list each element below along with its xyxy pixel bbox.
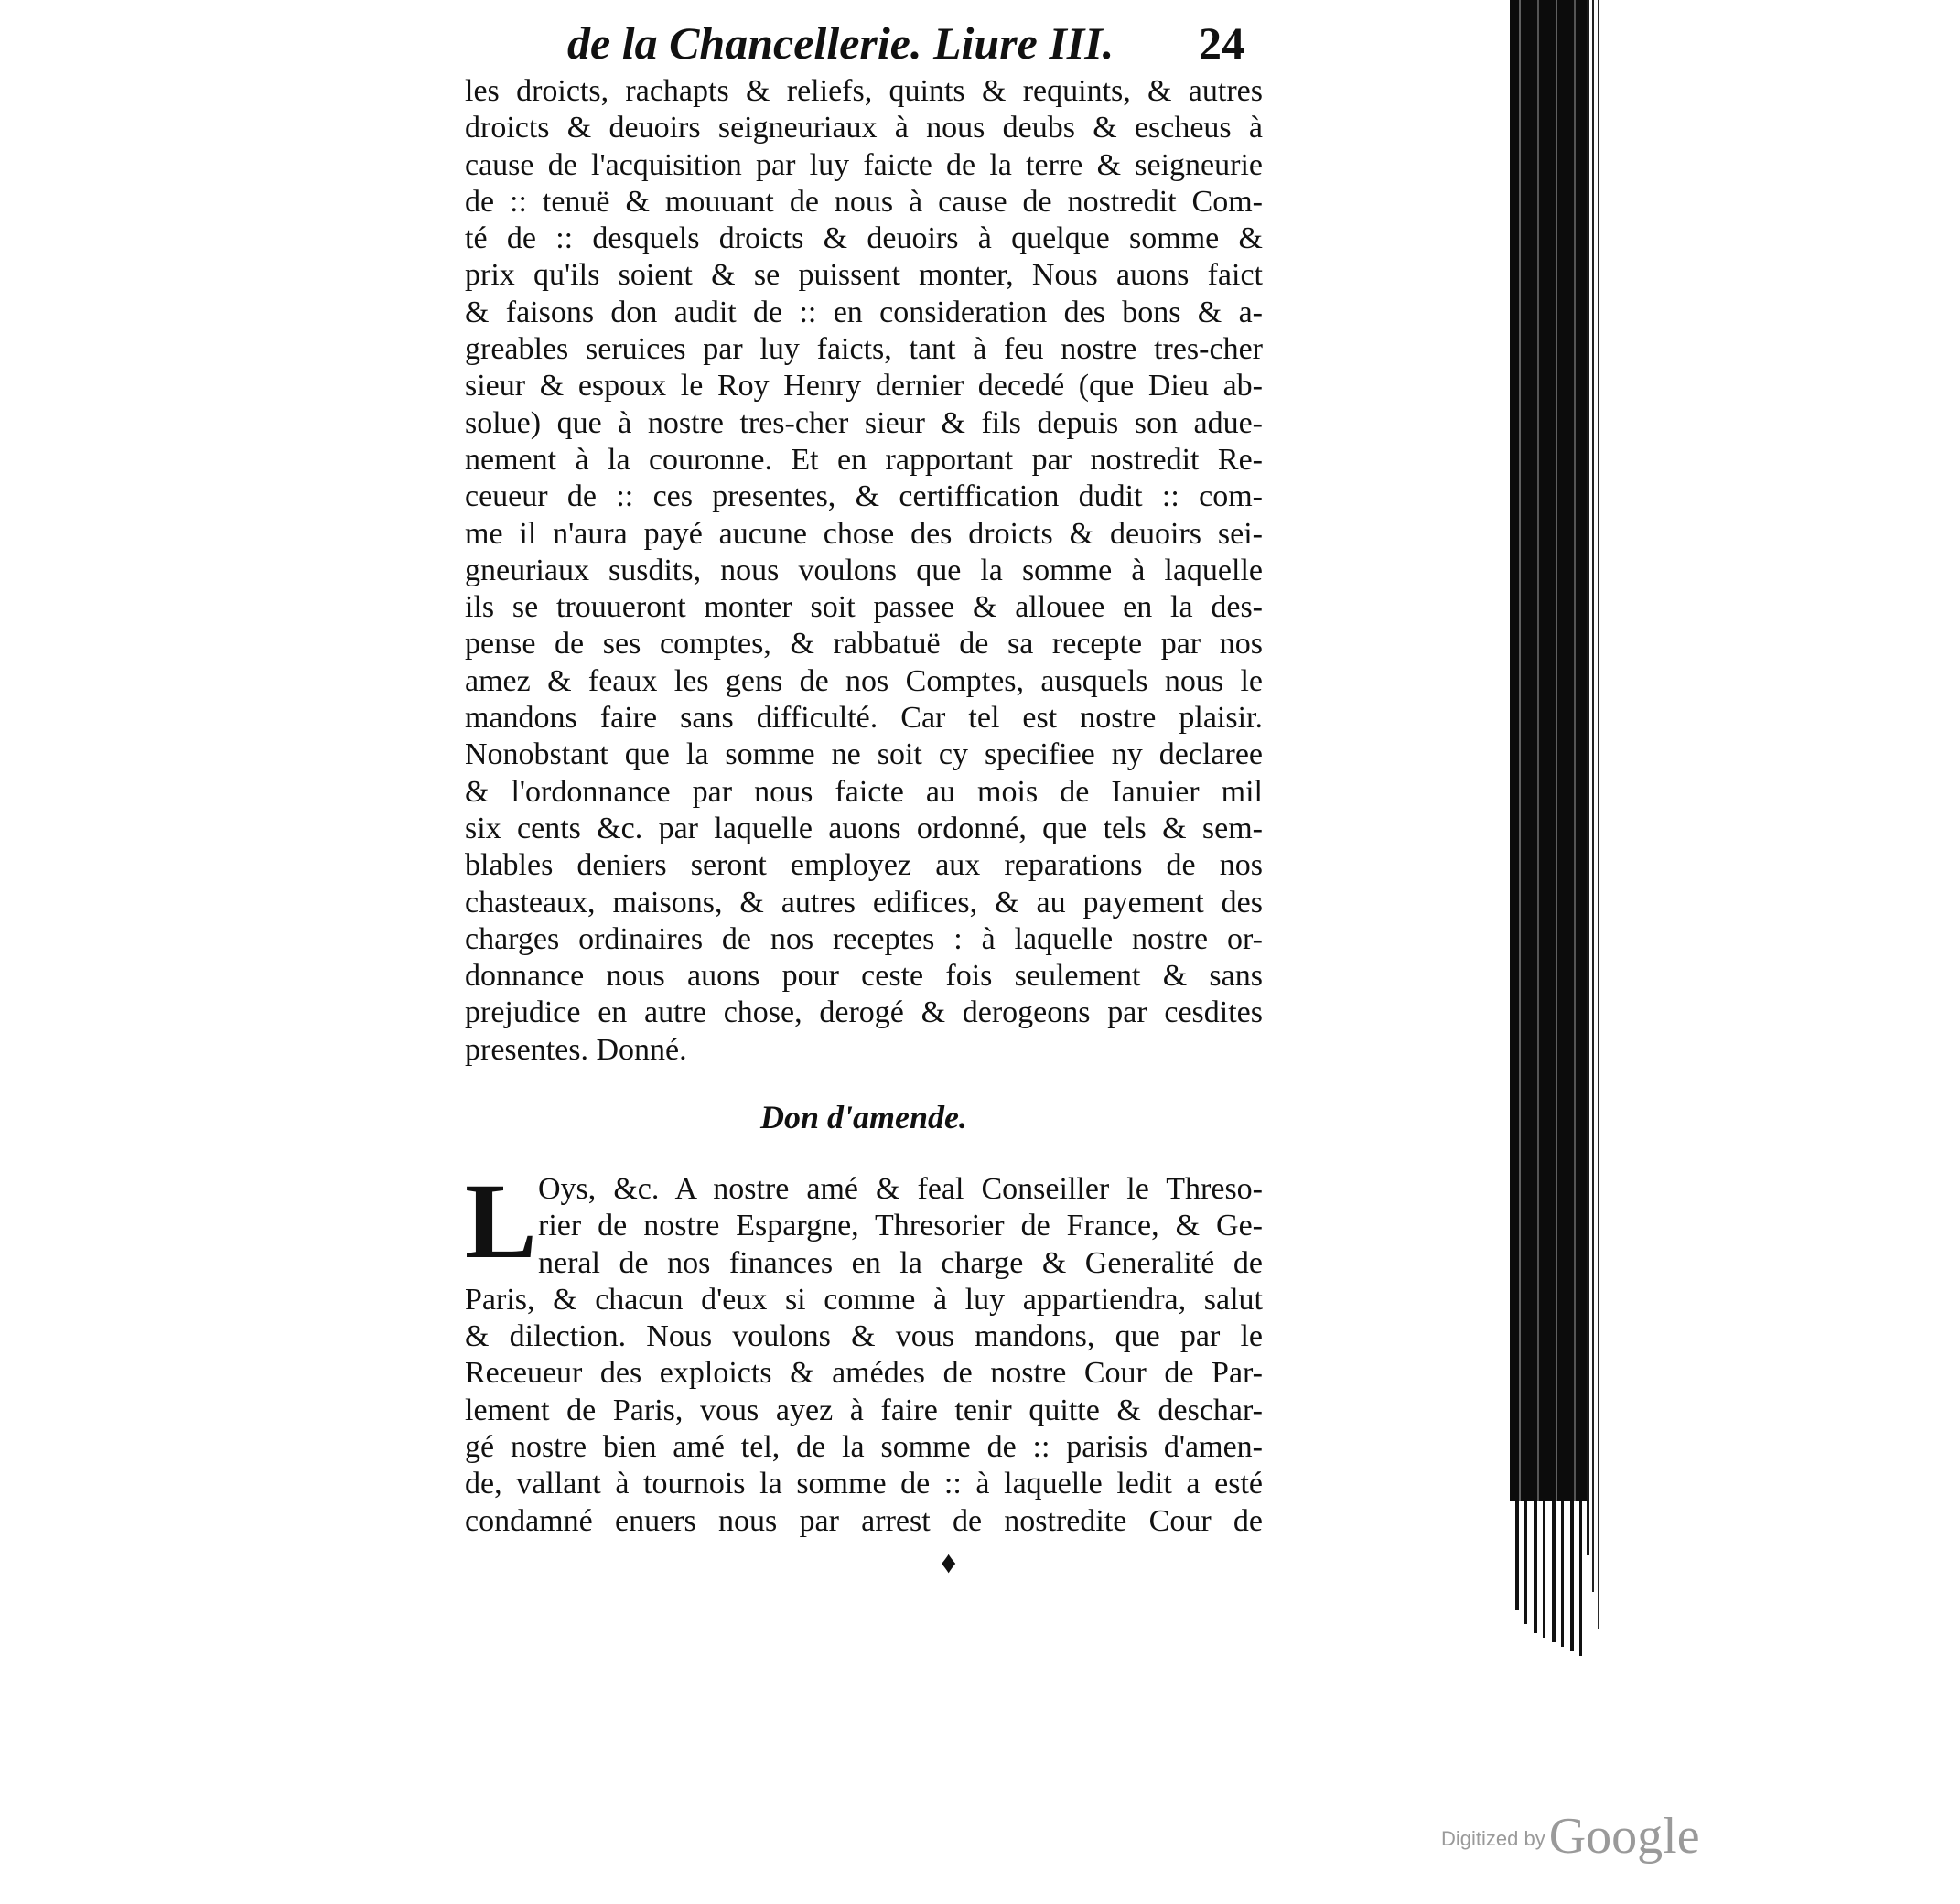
- text-line: nement à la couronne. Et en rapportant par nostredit Re-: [465, 442, 1263, 477]
- text-line: Paris, & chacun d'eux si comme à luy appartiendra, salut: [465, 1282, 1263, 1317]
- text-line: prix qu'ils soient & se puissent monter, Nous auons faict: [465, 258, 1263, 293]
- text-line: charges ordinaires de nos receptes : à laquelle nostre or-: [465, 921, 1263, 956]
- running-title: de la Chancellerie. Liure III.: [567, 17, 1115, 69]
- text-line: cause de l'acquisition par luy faicte de la terre & seigneurie: [465, 147, 1263, 182]
- text-line: ceueur de :: ces presentes, & certiffication dudit :: com-: [465, 479, 1263, 514]
- main-text-block: [465, 73, 1263, 1069]
- text-line: ils se trouueront monter soit passee & allouee en la des-: [465, 590, 1263, 625]
- indented-lines: [538, 1171, 1263, 1282]
- text-line: les droicts, rachapts & reliefs, quints & requints, & autres: [465, 74, 1263, 108]
- watermark-prefix: Digitized by: [1441, 1827, 1545, 1850]
- text-line: six cents &c. par laquelle auons ordonné, que tels & sem-: [465, 811, 1263, 845]
- text-line: neral de nos finances en la charge & Generalité de: [538, 1245, 1263, 1280]
- text-line: Nonobstant que la somme ne soit cy specifiee ny declaree: [465, 737, 1263, 772]
- text-line: gneuriaux susdits, nous voulons que la somme à laquelle: [465, 553, 1263, 587]
- text-line: droicts & deuoirs seigneuriaux à nous deubs & escheus à: [465, 111, 1263, 145]
- text-line: chasteaux, maisons, & autres edifices, & au payement des: [465, 885, 1263, 920]
- text-line: de :: tenuë & mouuant de nous à cause de nostredit Com-: [465, 184, 1263, 219]
- drop-cap: L: [465, 1161, 537, 1281]
- text-line: & faisons don audit de :: en consideration des bons & a-: [465, 295, 1263, 329]
- text-line: té de :: desquels droicts & deuoirs à quelque somme &: [465, 221, 1263, 256]
- page-edge-shadow: [1510, 0, 1629, 1656]
- catchword-ornament: ♦: [941, 1546, 957, 1580]
- text-line: pense de ses comptes, & rabbatuë de sa recepte par nos: [465, 627, 1263, 662]
- page-number: 24: [1199, 17, 1244, 69]
- text-line: blables deniers seront employez aux reparations de nos: [465, 848, 1263, 883]
- text-line: donnance nous auons pour ceste fois seulement & sans: [465, 959, 1263, 994]
- text-line: sieur & espoux le Roy Henry dernier decedé (que Dieu ab-: [465, 369, 1263, 403]
- text-line: prejudice en autre chose, derogé & derogeons par cesdites: [465, 995, 1263, 1030]
- section-title: Don d'amende.: [759, 1099, 967, 1135]
- text-line: gé nostre bien amé tel, de la somme de :: parisis d'amen-: [465, 1430, 1263, 1465]
- text-line: & l'ordonnance par nous faicte au mois de Ianuier mil: [465, 774, 1263, 809]
- text-line: amez & feaux les gens de nos Comptes, ausquels nous le: [465, 663, 1263, 698]
- section-text-block: [465, 1161, 1263, 1540]
- text-line: de, vallant à tournois la somme de :: à laquelle ledit a esté: [465, 1467, 1263, 1501]
- text-line: presentes. Donné.: [465, 1032, 687, 1067]
- watermark-brand: Google: [1548, 1808, 1700, 1865]
- running-header: [567, 16, 1272, 71]
- text-line: mandons faire sans difficulté. Car tel est nostre plaisir.: [465, 701, 1263, 736]
- text-line: & dilection. Nous voulons & vous mandons, que par le: [465, 1319, 1263, 1354]
- text-line: condamné enuers nous par arrest de nostredite Cour de: [465, 1503, 1263, 1538]
- google-watermark: [1441, 1807, 1700, 1866]
- text-line: rier de nostre Espargne, Thresorier de France, & Ge-: [538, 1209, 1263, 1243]
- text-line: Receueur des exploicts & amédes de nostre Cour de Par-: [465, 1356, 1263, 1391]
- text-line: greables seruices par luy faicts, tant à feu nostre tres-cher: [465, 332, 1263, 367]
- text-line: solue) que à nostre tres-cher sieur & fils depuis son adue-: [465, 405, 1263, 440]
- text-line: Oys, &c. A nostre amé & feal Conseiller le Threso-: [538, 1172, 1263, 1206]
- text-line: lement de Paris, vous ayez à faire tenir quitte & deschar-: [465, 1393, 1263, 1427]
- text-line: me il n'aura payé aucune chose des droicts & deuoirs sei-: [465, 516, 1263, 551]
